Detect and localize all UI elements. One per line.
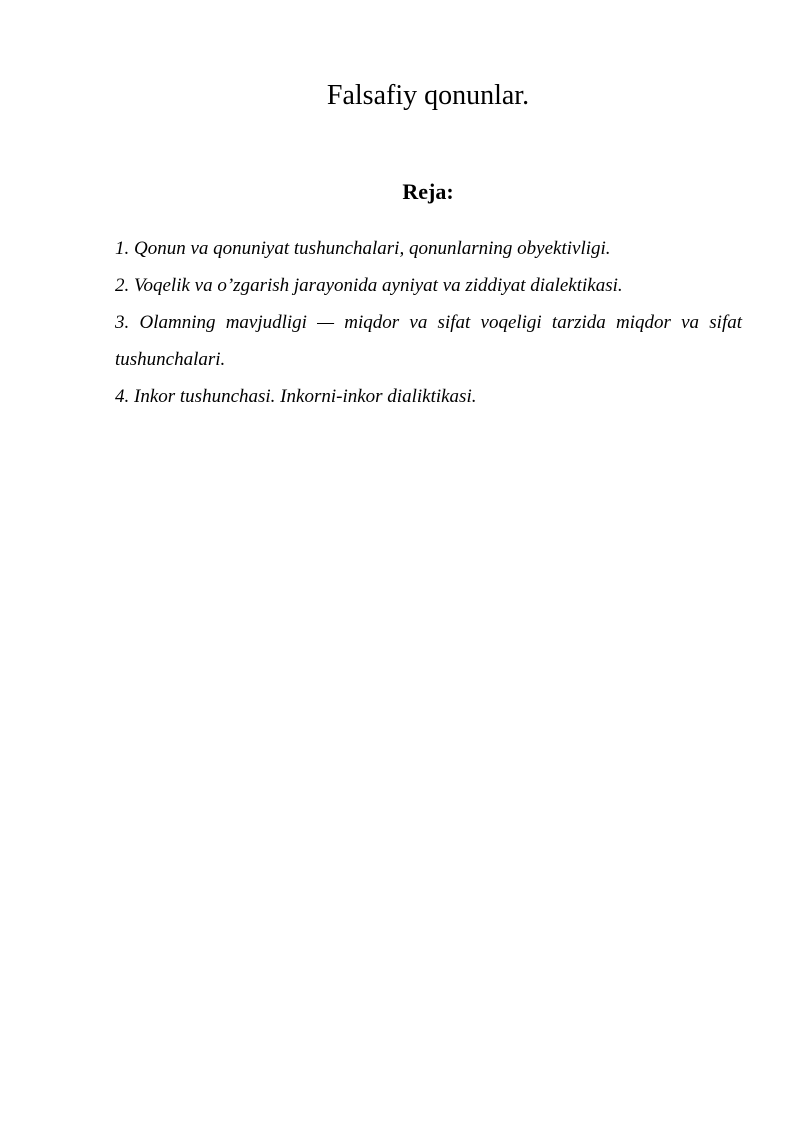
plan-item-1: 1. Qonun va qonuniyat tushunchalari, qonunlarning obyektivligi. [115, 238, 611, 259]
plan-heading: Reja: [402, 179, 454, 204]
plan-item-2: 2. Voqelik va o’zgarish jarayonida ayniyat va ziddiyat dialektikasi. [115, 275, 623, 296]
document-title: Falsafiy qonunlar. [326, 80, 530, 111]
plan-item-3: 3. Olamning mavjudligi — miqdor va sifat voqeligi tarzida miqdor va sifat tushunchalari. [115, 312, 742, 370]
plan-item-4: 4. Inkor tushunchasi. Inkorni-inkor dialiktikasi. [115, 386, 477, 407]
plan-list [115, 230, 742, 415]
